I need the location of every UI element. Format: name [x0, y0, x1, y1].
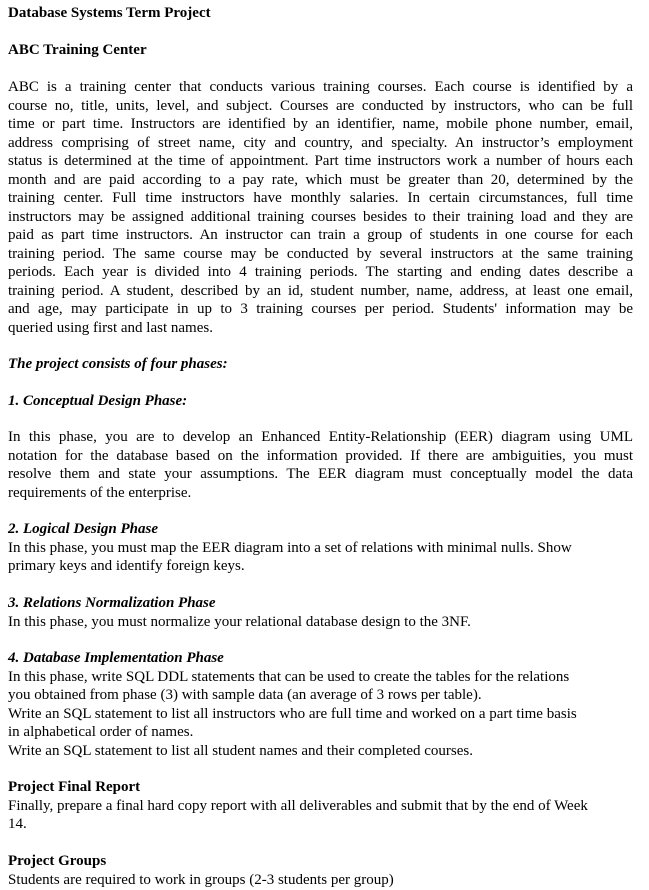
intro-line: address comprising of street name, city and country, and specialty. An instructor’s employment — [8, 134, 633, 151]
intro-line: time or part time. Instructors are identified by an identifier, name, mobile phone number, email, — [8, 116, 633, 132]
phase2-line: primary keys and identify foreign keys. — [8, 558, 245, 574]
final-report-line: Finally, prepare a final hard copy report with all deliverables and submit that by the end of Week — [8, 797, 588, 814]
intro-line: training period. The same course may be conducted by several instructors at the same training — [8, 245, 633, 262]
phase2-heading: 2. Logical Design Phase — [8, 521, 158, 537]
phase4-line: Write an SQL statement to list all student names and their completed courses. — [8, 742, 473, 759]
document-subtitle: ABC Training Center — [8, 42, 147, 58]
intro-line: status is determined at the time of appointment. Part time instructors work a number of hours each — [8, 153, 633, 169]
intro-line: course no, title, units, level, and subject. Courses are conducted by instructors, who can be full — [8, 97, 633, 114]
phases-heading: The project consists of four phases: — [8, 356, 228, 372]
phase4-line: In this phase, write SQL DDL statements that can be used to create the tables for the relations — [8, 668, 570, 685]
final-report-heading: Project Final Report — [8, 779, 141, 795]
phase1-heading: 1. Conceptual Design Phase: — [8, 393, 188, 409]
intro-line: training center. Full time instructors have monthly salaries. In certain circumstances, full time — [8, 190, 633, 206]
phase3-line: In this phase, you must normalize your relational database design to the 3NF. — [8, 613, 471, 630]
phase4-line: in alphabetical order of names. — [8, 724, 194, 740]
phase1-line: notation for the database based on the information provided. If there are ambiguities, you must — [8, 447, 633, 464]
groups-line: Students are required to work in groups (2-3 students per group) — [8, 871, 394, 888]
intro-line: periods. Each year is divided into 4 training periods. The starting and ending dates describe a — [8, 264, 633, 280]
intro-line: training period. A student, described by an id, student number, name, address, at least one email, — [8, 282, 633, 299]
phase3-heading: 3. Relations Normalization Phase — [8, 595, 216, 611]
intro-line: month and are paid according to a pay rate, which must be greater than 20, determined by the — [8, 171, 633, 188]
phase1-line: requirements of the enterprise. — [8, 484, 192, 501]
phase4-heading: 4. Database Implementation Phase — [8, 650, 224, 666]
groups-heading: Project Groups — [8, 853, 107, 869]
final-report-line: 14. — [8, 816, 27, 832]
intro-line: paid as part time instructors. An instructor can train a group of students in one course for each — [8, 227, 633, 243]
phase1-line: In this phase, you are to develop an Enhanced Entity-Relationship (EER) diagram using UML — [8, 429, 633, 445]
phase1-line: resolve them and state your assumptions. The EER diagram must conceptually model the data — [8, 466, 633, 482]
intro-line: queried using first and last names. — [8, 319, 213, 336]
phase2-line: In this phase, you must map the EER diagram into a set of relations with minimal nulls. Show — [8, 539, 572, 556]
phase4-line: Write an SQL statement to list all instructors who are full time and worked on a part time basis — [8, 705, 577, 722]
phase4-line: you obtained from phase (3) with sample data (an average of 3 rows per table). — [8, 687, 482, 703]
intro-line: ABC is a training center that conducts various training courses. Each course is identified by a — [8, 79, 633, 95]
document-title: Database Systems Term Project — [8, 5, 211, 21]
intro-line: and age, may participate in up to 3 training courses per period. Students' information may be — [8, 301, 633, 317]
intro-line: instructors may be assigned additional training courses besides to their training load and they are — [8, 208, 633, 225]
